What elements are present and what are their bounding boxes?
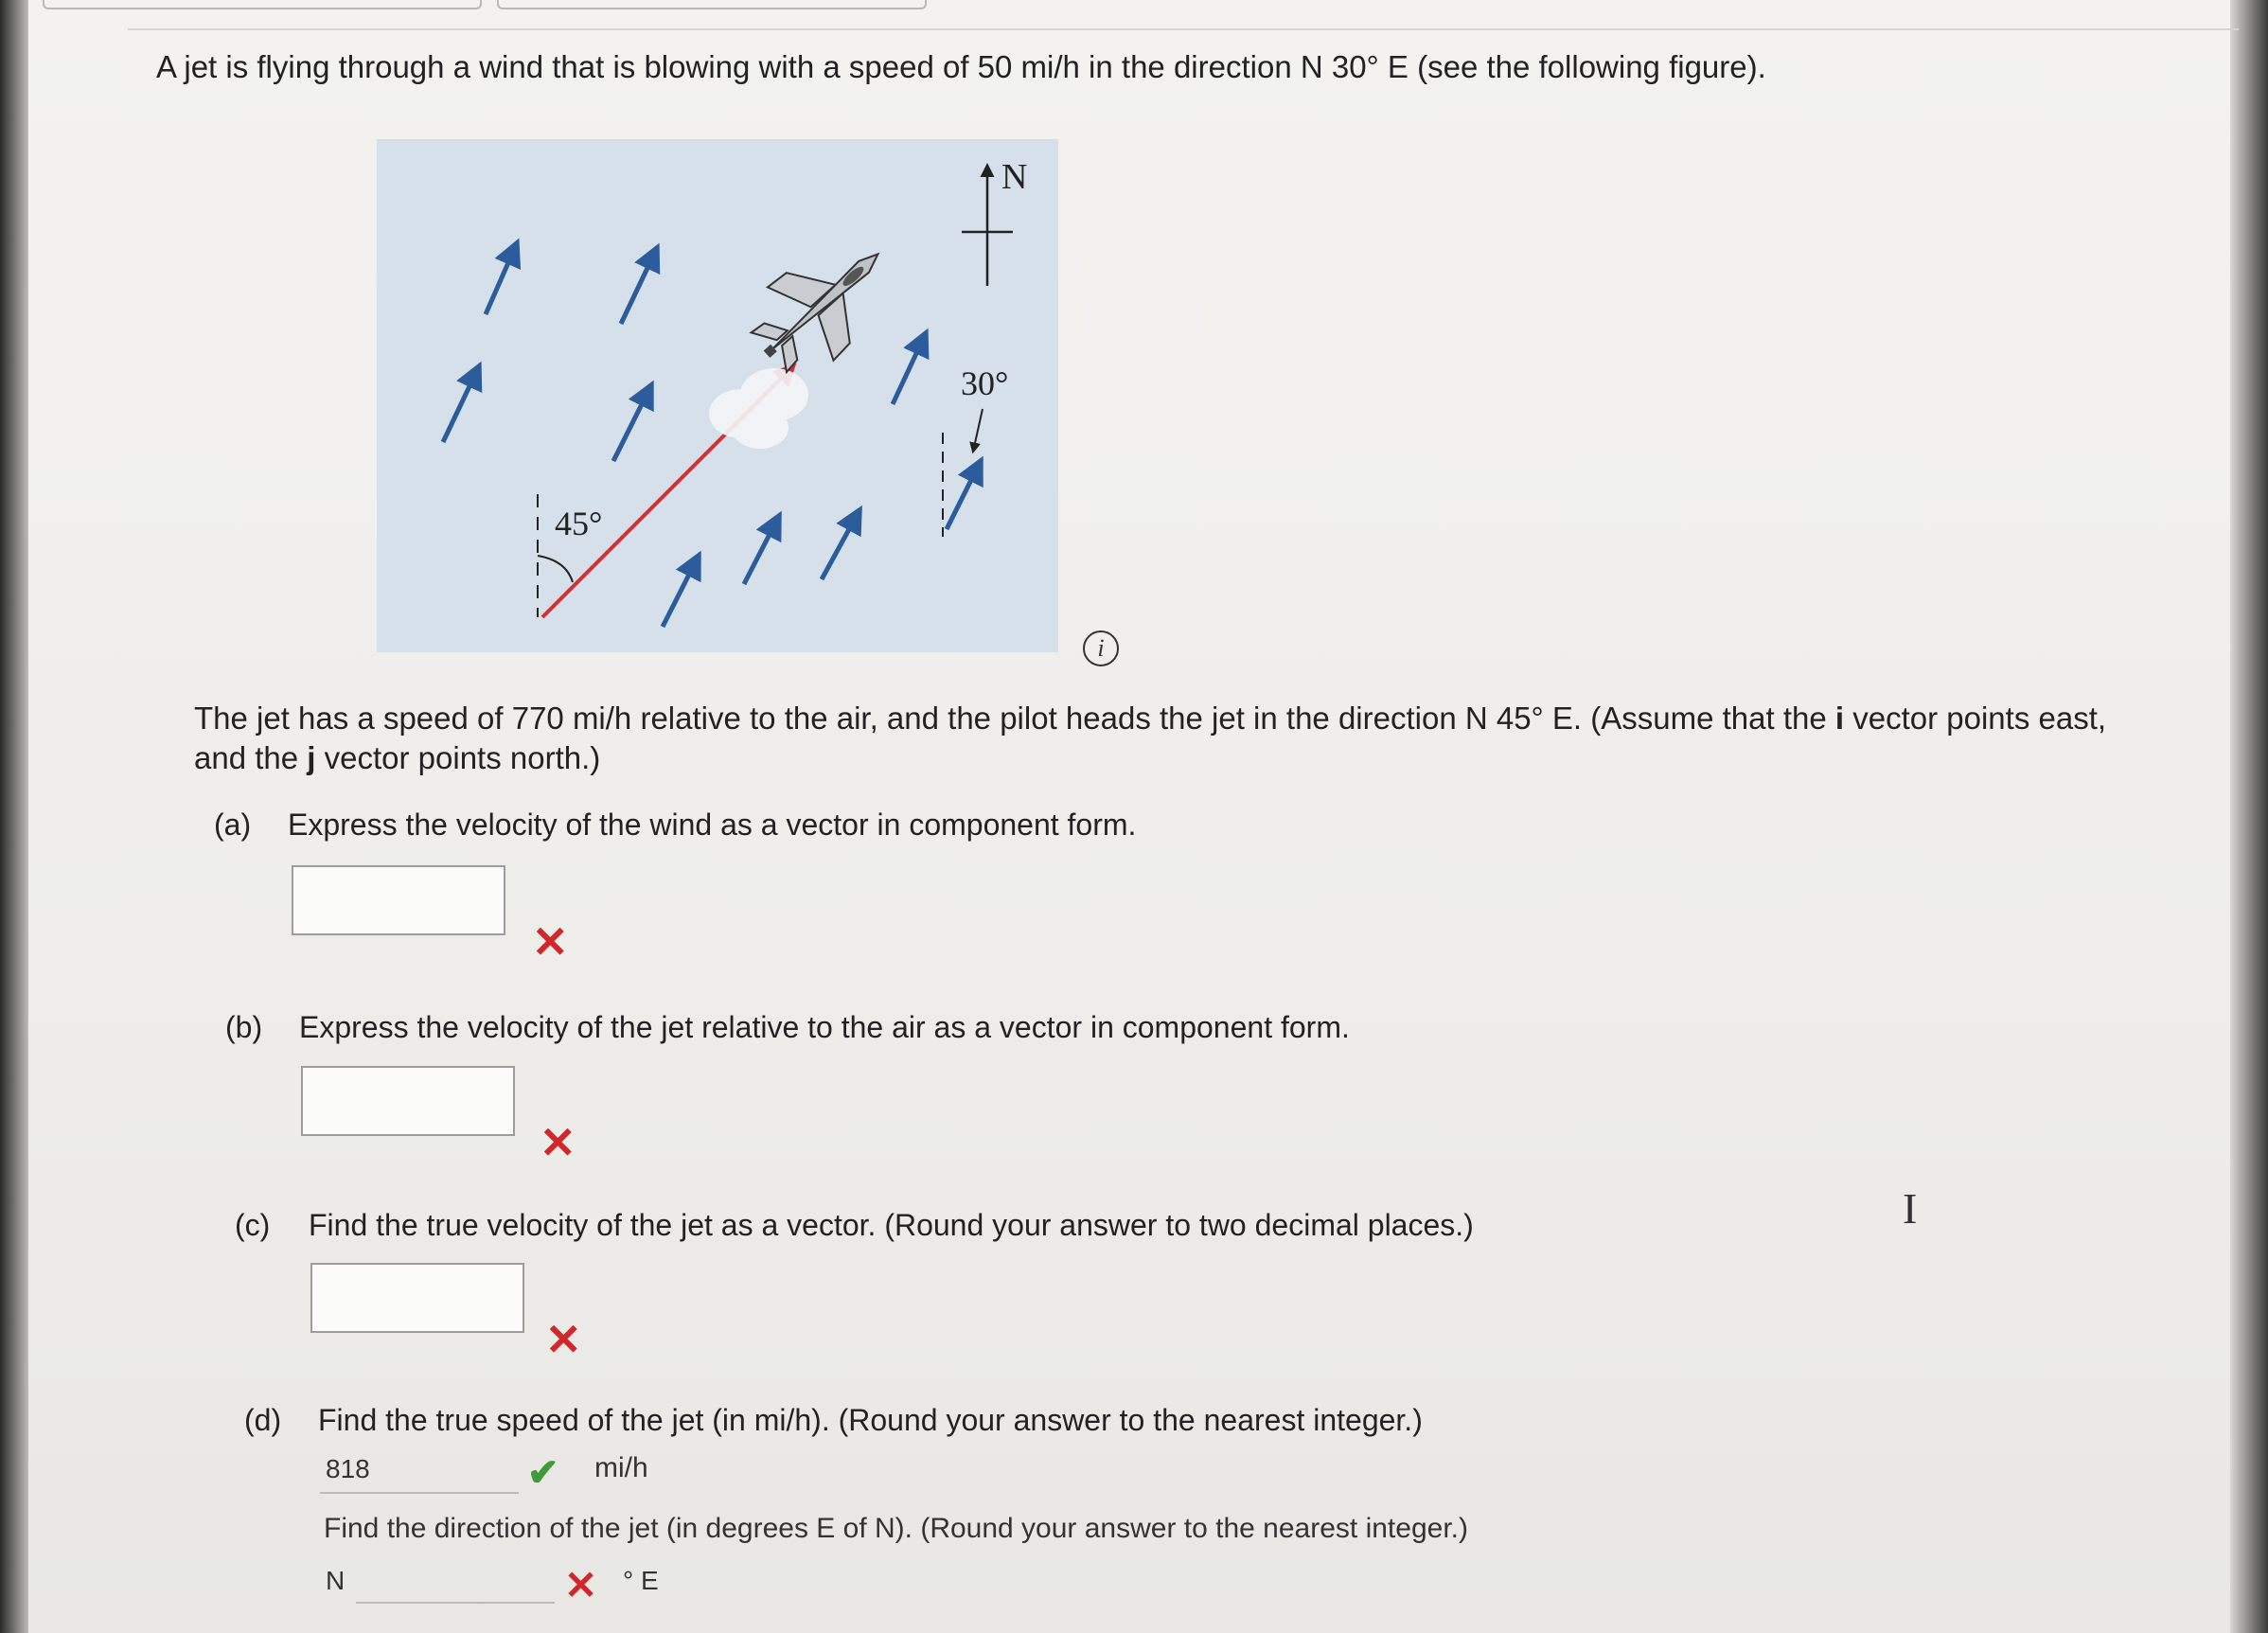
cross-icon: ✕ [545, 1315, 582, 1364]
right-edge-shadow [2230, 0, 2268, 1633]
wind-angle-label: 30° [961, 364, 1009, 402]
question-panel [28, 0, 2230, 1633]
part-a-prompt [214, 808, 1136, 843]
text-cursor-icon: I [1903, 1184, 1918, 1233]
check-icon: ✔ [527, 1452, 559, 1494]
problem-statement-line2 [194, 740, 600, 776]
part-b-prompt [225, 1010, 1350, 1045]
part-b-text: Express the velocity of the jet relative to the air as a vector in component form. [299, 1010, 1350, 1044]
part-d-letter: (d) [244, 1403, 282, 1437]
part-b-answer-input[interactable] [301, 1066, 515, 1136]
top-tab-right [497, 0, 927, 9]
speed-unit: mi/h [594, 1452, 648, 1483]
problem-intro: A jet is flying through a wind that is blowing with a speed of 50 mi/h in the direction N 30° E (see the following figure). [156, 49, 1766, 84]
vector-j: j [307, 740, 316, 775]
top-tab-left [43, 0, 482, 9]
header-divider [128, 28, 2239, 30]
part-d-prompt [244, 1403, 1423, 1438]
cross-icon: ✕ [532, 917, 569, 967]
jet-angle-label: 45° [555, 505, 603, 542]
wind-jet-figure [377, 139, 1058, 652]
left-edge-shadow [0, 0, 28, 1633]
part-c-letter: (c) [235, 1208, 271, 1242]
north-label: N [1001, 157, 1028, 197]
statement-text: The jet has a speed of 770 mi/h relative to the air, and the pilot heads the jet in the direction N 45° E. (Assume that the [194, 701, 1835, 736]
part-a-letter: (a) [214, 808, 252, 842]
direction-prompt: Find the direction of the jet (in degrees E of N). (Round your answer to the nearest integer.) [324, 1513, 1468, 1544]
part-d-text: Find the true speed of the jet (in mi/h). (Round your answer to the nearest integer.) [318, 1403, 1423, 1437]
direction-prefix: N [326, 1566, 346, 1595]
info-icon[interactable]: i [1083, 630, 1119, 666]
part-c-prompt [235, 1208, 1474, 1243]
statement-text: and the [194, 740, 308, 775]
direction-suffix: ° E [623, 1566, 659, 1595]
figure-background [377, 139, 1058, 652]
cross-icon: ✕ [540, 1118, 576, 1167]
vector-i: i [1834, 701, 1845, 736]
problem-statement-line1 [194, 701, 2106, 737]
part-d-speed-input[interactable] [320, 1448, 519, 1494]
part-d-direction-input[interactable] [356, 1558, 555, 1604]
part-c-text: Find the true velocity of the jet as a vector. (Round your answer to two decimal places.) [309, 1208, 1474, 1242]
part-b-letter: (b) [225, 1010, 263, 1044]
statement-text: vector points east, [1844, 701, 2107, 736]
speed-answer-value: 818 [326, 1454, 370, 1483]
statement-text: vector points north.) [315, 740, 601, 775]
cross-icon: ✕ [564, 1563, 598, 1607]
part-a-text: Express the velocity of the wind as a vector in component form. [288, 808, 1137, 842]
part-a-answer-input[interactable] [292, 865, 505, 935]
part-c-answer-input[interactable] [310, 1263, 524, 1333]
